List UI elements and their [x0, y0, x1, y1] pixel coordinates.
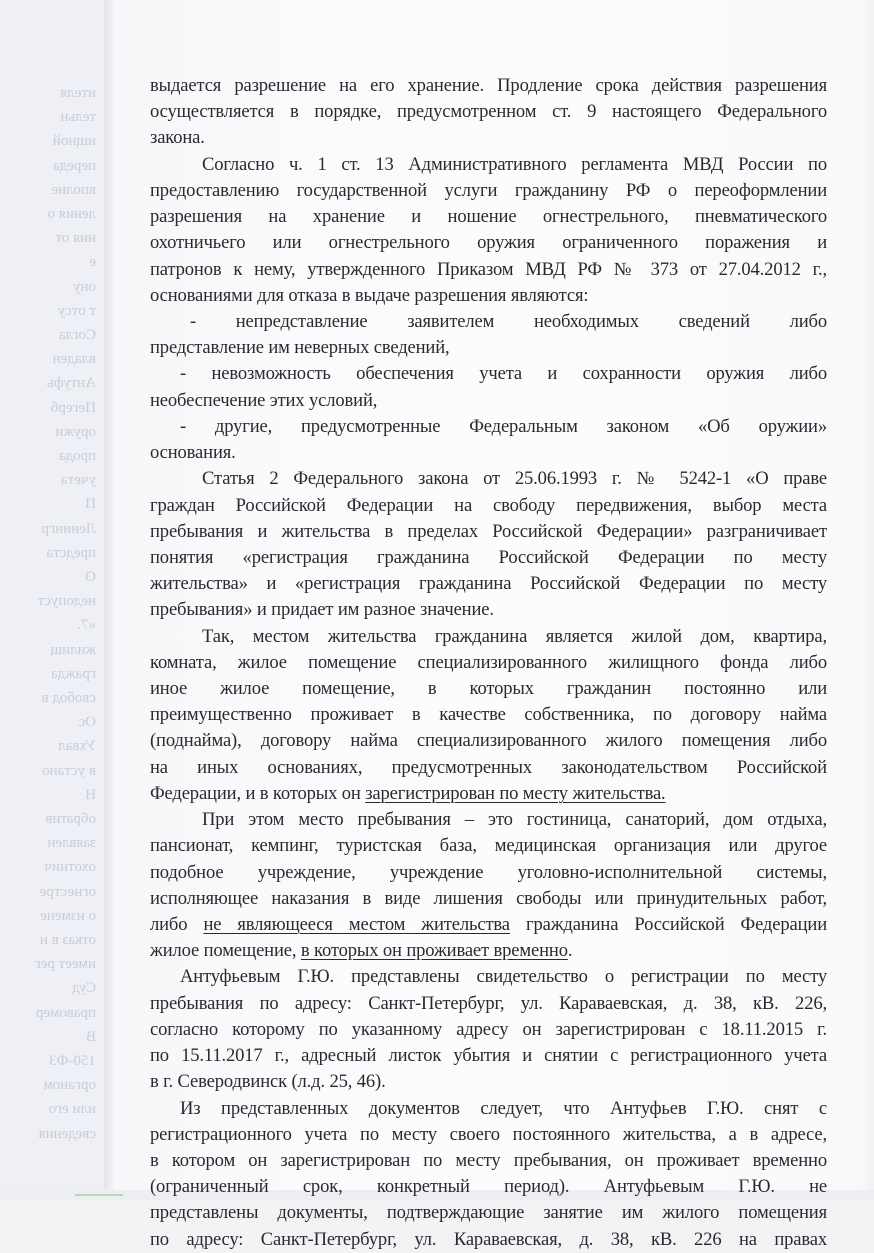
text-line: основаниями для отказа в выдаче разрешения являются: — [150, 284, 589, 306]
adjacent-page-fragment: ищной — [52, 133, 96, 150]
text-line: представлены документы, подтверждающие занятие им жилого помещения — [150, 1202, 827, 1224]
text-line: разрешения на хранение и ношение огнестрельного, пневматического — [150, 206, 827, 228]
text-span: либо — [150, 914, 204, 935]
adjacent-page-fragment: в устано — [42, 762, 96, 779]
adjacent-page-fragment: оружи — [55, 423, 96, 440]
text-line: граждан Российской Федерации на свободу передвижения, выбор места — [150, 494, 827, 516]
text-span: гражданина Российской Федерации — [509, 914, 828, 935]
text-line: При этом место пребывания – это гостиница, санаторий, дом отдыха, — [202, 809, 827, 831]
text-line: пребывания по адресу: Санкт-Петербург, ул. Караваевская, д. 38, кВ. 226, — [150, 992, 827, 1014]
paragraph — [150, 152, 827, 309]
text-line: необеспечение этих условий, — [150, 389, 378, 411]
text-line: в г. Северодвинск (л.д. 25, 46). — [150, 1071, 386, 1093]
adjacent-page-fragment: ителя — [60, 85, 96, 101]
adjacent-page-fragment: Ленингр — [41, 520, 96, 537]
adjacent-page-fragment: т отсу — [57, 302, 96, 319]
text-line: пансионат, кемпинг, туристская база, медицинская организация или другое — [150, 835, 827, 857]
adjacent-page-fragment: сведения — [38, 1125, 96, 1142]
text-line: Так, местом жительства гражданина является жилой дом, квартира, — [202, 625, 827, 647]
page-edge-shadow — [104, 0, 114, 1200]
adjacent-page-fragment: Антуфь — [47, 375, 96, 392]
text-line: - невозможность обеспечения учета и сохранности оружия либо — [180, 363, 827, 385]
adjacent-page-fragment: или его — [48, 1101, 96, 1118]
text-line: по 15.11.2017 г., адресный листок убытия и снятии с регистрационного учета — [150, 1045, 827, 1067]
adjacent-page-fragment: «7. — [77, 617, 96, 634]
text-line: комната, жилое помещение специализированного жилищного фонда либо — [150, 651, 827, 673]
text-line: выдается разрешение на его хранение. Продление срока действия разрешения — [150, 75, 827, 96]
adjacent-page-fragment: вполне — [51, 181, 96, 198]
text-line: представление им неверных сведений, — [150, 337, 450, 359]
text-line: Статья 2 Федерального закона от 25.06.1993 г. № 5242-1 «О праве — [202, 468, 827, 490]
adjacent-page-fragment: ния от — [55, 230, 96, 247]
adjacent-page-fragment: В — [85, 1028, 96, 1045]
adjacent-page-fragment: заявлен — [47, 835, 96, 852]
adjacent-page-fragment: свобод в — [41, 690, 96, 706]
adjacent-page-fragment: 150-ФЗ — [49, 1053, 96, 1069]
underlined-text: не являющееся местом жительства — [203, 914, 510, 935]
bottom-edge-mark — [75, 1194, 123, 1196]
text-line: закона. — [150, 127, 205, 149]
paragraph — [150, 466, 827, 623]
adjacent-page-fragment: Ос — [78, 714, 96, 731]
text-span: жилое помещение, — [150, 940, 301, 962]
adjacent-page-fragment: Ухвал — [58, 738, 96, 755]
text-line: Из представленных документов следует, что Антуфьев Г.Ю. снят с — [180, 1097, 827, 1119]
list-item — [150, 309, 827, 361]
document-body — [150, 73, 827, 1253]
paragraph — [150, 964, 827, 1095]
adjacent-page-fragment: прода — [59, 448, 96, 464]
adjacent-page-text — [6, 0, 102, 1200]
adjacent-page-fragment: обратив — [45, 811, 96, 827]
adjacent-page-fragment: недопуст — [37, 593, 96, 610]
text-line: жительства» и «регистрация гражданина Российской Федерации по месту — [150, 573, 827, 595]
text-line: пребывания и жительства в пределах Российской Федерации» разграничивает — [150, 520, 827, 542]
adjacent-page-fragment: ления о — [47, 206, 96, 222]
adjacent-page-fragment: жилищ — [50, 641, 96, 658]
adjacent-page-fragment: Согла — [58, 327, 96, 343]
adjacent-page-fragment: Суд — [72, 980, 96, 997]
adjacent-page-fragment: переда — [53, 157, 96, 174]
paragraph — [150, 624, 827, 808]
text-line: (поднайма), договору найма специализированного жилого помещения либо — [150, 730, 827, 752]
adjacent-page-fragment: учета — [60, 472, 96, 489]
adjacent-page-fragment: органом — [43, 1077, 96, 1094]
text-line: основания. — [150, 442, 236, 464]
text-span: Федерации, и в которых он — [150, 782, 366, 804]
text-line: по адресу: Санкт-Петербург, ул. Караваевская, д. 38, кВ. 226 на правах — [150, 1228, 827, 1250]
adjacent-page-fragment: тельн — [60, 109, 96, 126]
adjacent-page-fragment: владен — [52, 351, 96, 368]
text-line: на иных основаниях, предусмотренных законодательством Российской — [150, 756, 827, 778]
text-line: регистрационного учета по месту своего постоянного жительства, а в адресе, — [150, 1123, 827, 1145]
text-line: понятия «регистрация гражданина Российской Федерации по месту — [150, 546, 827, 568]
text-span: . — [567, 940, 573, 962]
text-line: иное жилое помещение, в которых гражданин постоянно или — [150, 678, 827, 700]
text-line: Антуфьевым Г.Ю. представлены свидетельство о регистрации по месту — [180, 966, 827, 988]
paragraph — [150, 807, 827, 964]
adjacent-page-fragment: О — [85, 569, 96, 585]
adjacent-page-fragment: е — [89, 254, 96, 271]
adjacent-page-fragment: отказ в н — [39, 932, 96, 948]
text-line: пребывания» и придает им разное значение. — [150, 599, 494, 621]
text-line: согласно которому по указанному адресу он зарегистрирован с 18.11.2015 г. — [150, 1018, 827, 1040]
underlined-text: в которых он проживает временно — [300, 940, 568, 962]
adjacent-page-fragment: предста — [46, 544, 96, 561]
text-line: Согласно ч. 1 ст. 13 Административного регламента МВД России по — [202, 153, 827, 175]
text-line: осуществляется в порядке, предусмотренном ст. 9 настоящего Федерального — [150, 101, 827, 123]
paragraph — [150, 1096, 827, 1253]
text-line: охотничьего или огнестрельного оружия ограниченного поражения и — [150, 232, 827, 254]
text-line: исполняющее наказания в виде лишения свободы или принудительных работ, — [150, 887, 827, 909]
underlined-text: зарегистрирован по месту жительства. — [365, 782, 666, 804]
adjacent-page-fragment: правомер — [35, 1004, 96, 1021]
text-line: в котором он зарегистрирован по месту пребывания, он проживает временно — [150, 1149, 827, 1171]
list-item — [150, 414, 827, 466]
text-line: (ограниченный срок, конкретный период). Антуфьевым Г.Ю. не — [150, 1176, 827, 1198]
text-line — [150, 938, 827, 964]
text-line: - другие, предусмотренные Федеральным законом «Об оружии» — [180, 415, 827, 437]
text-line: патронов к нему, утвержденного Приказом МВД РФ № 373 от 27.04.2012 г., — [150, 258, 827, 280]
adjacent-page-fragment: гражда — [51, 665, 96, 682]
adjacent-page-fragment: огнестре — [39, 883, 96, 900]
adjacent-page-fragment: о измене — [40, 907, 96, 924]
text-line — [150, 912, 827, 938]
adjacent-page-fragment: Н — [85, 786, 96, 803]
text-line: - непредставление заявителем необходимых сведений либо — [190, 310, 827, 332]
text-line: подобное учреждение, учреждение уголовно-исполнительной системы, — [150, 861, 827, 883]
adjacent-page-fragment: ону — [72, 278, 96, 295]
list-item — [150, 361, 827, 413]
text-line — [150, 781, 827, 807]
text-line: предоставлению государственной услуги гражданину РФ о переоформлении — [150, 179, 827, 201]
adjacent-page-fragment: П — [85, 496, 96, 513]
adjacent-page-fragment: охотнич — [44, 859, 96, 876]
text-line: преимущественно проживает в качестве собственника, по договору найма — [150, 704, 827, 726]
adjacent-page-fragment: имеет рег — [34, 956, 96, 973]
paragraph — [150, 73, 827, 152]
adjacent-page-fragment: Пегерб — [50, 399, 96, 416]
